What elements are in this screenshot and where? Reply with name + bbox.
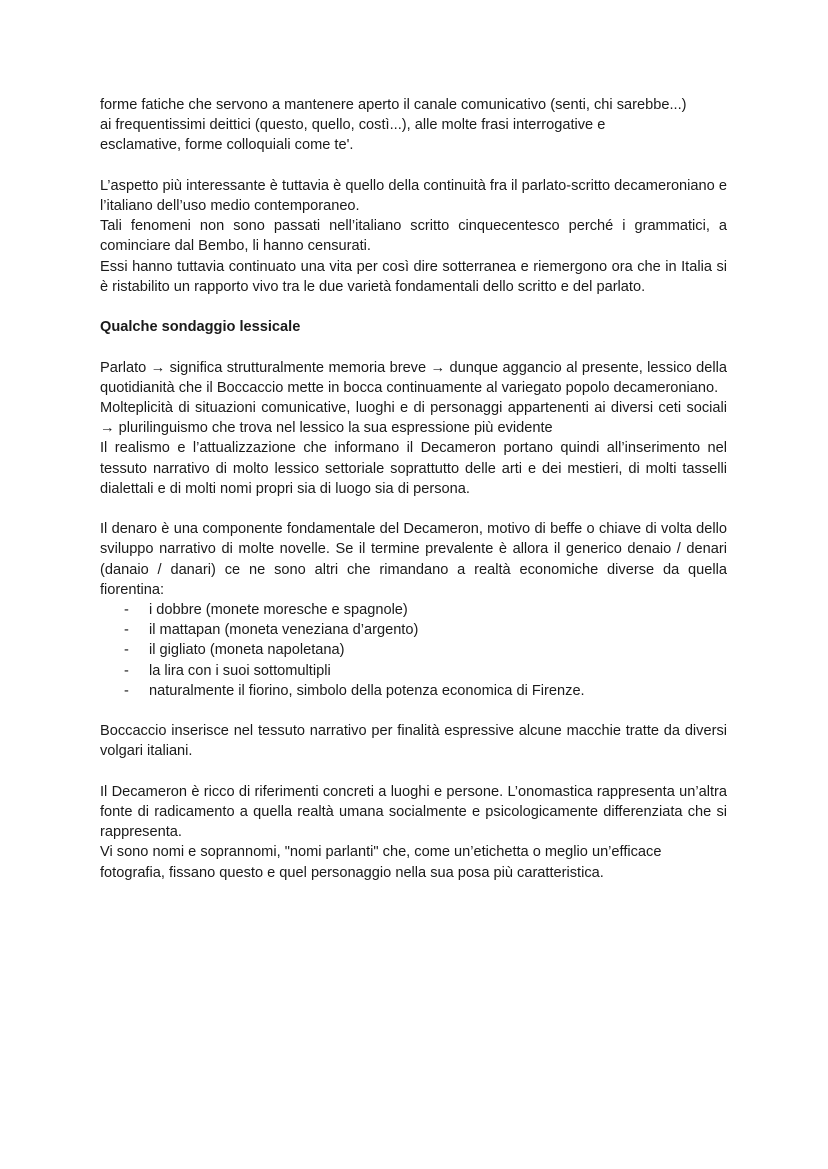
text-paragraph: Parlato → significa strutturalmente memoria breve → dunque aggancio al presente, lessico della quotidianità che il Boccaccio mette in bocca continuamente al variegato popolo decameroniano.	[100, 359, 727, 396]
paragraph-gap	[100, 337, 727, 357]
paragraph-parlato	[100, 358, 727, 499]
text-line: esclamative, forme colloquiali come te'.	[100, 137, 354, 154]
list-dash: -	[124, 642, 129, 659]
paragraph-onomastica	[100, 782, 727, 883]
list-dash: -	[124, 622, 129, 639]
paragraph-volgari: Boccaccio inserisce nel tessuto narrativo per finalità espressive alcune macchie tratte da diversi volgari italiani.	[100, 723, 727, 760]
text-paragraph: Molteplicità di situazioni comunicative, luoghi e di personaggi appartenenti ai diversi ceti sociali → plurilinguismo che trova nel lessico la sua espressione più evidente	[100, 400, 727, 437]
list-item-text: la lira con i suoi sottomultipli	[149, 662, 331, 679]
text-line: ai frequentissimi deittici (questo, quello, costì...), alle molte frasi interrogative e	[100, 117, 606, 134]
text-paragraph: Tali fenomeni non sono passati nell’italiano scritto cinquecentesco perché i grammatici, a cominciare dal Bembo, li hanno censurati.	[100, 218, 727, 255]
paragraph-continuita	[100, 176, 727, 297]
text-paragraph: Essi hanno tuttavia continuato una vita per così dire sotterranea e riemergono ora che in Italia si è ristabilito un rapporto vivo tra le due varietà fondamentali dello scritto e del parlato.	[100, 258, 727, 295]
text-paragraph: Il realismo e l’attualizzazione che informano il Decameron portano quindi all’inserimento nel tessuto narrativo di molto lessico settoriale soprattutto delle arti e dei mestieri, di molti tasselli dialettali e di molti nomi propri sia di luogo sia di persona.	[100, 440, 727, 497]
list-item	[100, 620, 727, 640]
list-item	[100, 681, 727, 701]
text-paragraph: Il Decameron è ricco di riferimenti concreti a luoghi e persone. L’onomastica rappresenta un’altra fonte di radicamento a quella realtà umana socialmente e psicologicamente differenziata che si rappresenta.	[100, 783, 727, 841]
list-item-text: il mattapan (moneta veneziana d’argento)	[149, 622, 419, 639]
text-paragraph: L’aspetto più interessante è tuttavia è quello della continuità fra il parlato-scritto decameroniano e l’italiano dell’uso medio contemporaneo.	[100, 177, 727, 214]
list-item-text: il gigliato (moneta napoletana)	[149, 642, 345, 659]
list-item-text: i dobbre (monete moresche e spagnole)	[149, 602, 408, 619]
paragraph-deittici	[100, 95, 727, 156]
list-dash: -	[124, 682, 129, 699]
paragraph-gap	[100, 499, 727, 519]
paragraph-gap	[100, 762, 727, 782]
list-dash: -	[124, 602, 129, 619]
paragraph-gap	[100, 701, 727, 721]
text-line: forme fatiche che servono a mantenere aperto il canale comunicativo (senti, chi sarebbe...)	[100, 97, 687, 113]
paragraph-gap	[100, 297, 727, 317]
paragraph-denaro: Il denaro è una componente fondamentale del Decameron, motivo di beffe o chiave di volta dello sviluppo narrativo di molte novelle. Se il termine prevalente è allora il generico denaio / denari (danaio / danari) ce ne sono altri che rimandano a realtà economiche diverse da quella fiorentina:	[100, 521, 727, 598]
text-line: fotografia, fissano questo e quel personaggio nella sua posa più caratteristica.	[100, 864, 604, 881]
list-item	[100, 600, 727, 620]
text-line: Vi sono nomi e soprannomi, "nomi parlanti" che, come un’etichetta o meglio un’efficace	[100, 844, 662, 861]
list-item	[100, 640, 727, 660]
section-heading: Qualche sondaggio lessicale	[100, 319, 301, 336]
coins-list	[100, 600, 727, 701]
paragraph-gap	[100, 156, 727, 176]
document-page	[100, 95, 727, 883]
list-item-text: naturalmente il fiorino, simbolo della potenza economica di Firenze.	[149, 682, 585, 699]
list-dash: -	[124, 662, 129, 679]
list-item	[100, 661, 727, 681]
